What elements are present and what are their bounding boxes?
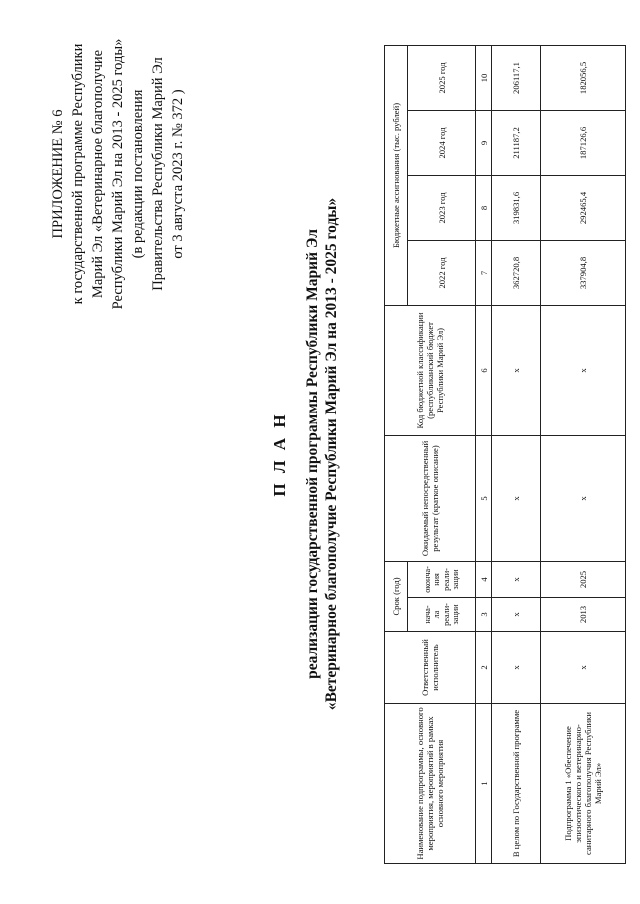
appendix-line: от 3 августа 2023 г. № 372 ) bbox=[170, 89, 186, 259]
row-start: 2013 bbox=[541, 598, 626, 632]
header-year-2023: 2023 год bbox=[408, 175, 476, 240]
row-2024: 187126,6 bbox=[541, 110, 626, 175]
row-result: х bbox=[541, 435, 626, 561]
plan-heading: П Л А Н bbox=[270, 411, 289, 497]
header-code: Код бюджетной классификации (республиканский бюджет Республики Марий Эл) bbox=[385, 305, 476, 435]
column-number: 9 bbox=[476, 110, 492, 175]
column-number: 7 bbox=[476, 240, 492, 305]
table-row bbox=[492, 45, 541, 863]
appendix-line: Марий Эл «Ветеринарное благополучие bbox=[90, 49, 106, 299]
column-number: 8 bbox=[476, 175, 492, 240]
appendix-line: Республики Марий Эл на 2013 - 2025 годы» bbox=[110, 38, 126, 310]
column-number: 5 bbox=[476, 435, 492, 561]
row-executor: х bbox=[541, 632, 626, 704]
column-number: 10 bbox=[476, 45, 492, 110]
row-2024: 211187,2 bbox=[492, 110, 541, 175]
title-line-2: «Ветеринарное благополучие Республики Марий Эл на 2013 - 2025 годы» bbox=[323, 197, 340, 711]
header-year-2024: 2024 год bbox=[408, 110, 476, 175]
document-title bbox=[270, 64, 341, 844]
plan-table bbox=[384, 45, 626, 864]
header-row-1 bbox=[385, 45, 408, 863]
row-end: х bbox=[492, 561, 541, 597]
header-year-2025: 2025 год bbox=[408, 45, 476, 110]
header-term: Срок (год) bbox=[385, 561, 408, 631]
column-number: 2 bbox=[476, 632, 492, 704]
row-2022: 337904,8 bbox=[541, 240, 626, 305]
header-term-start: нача- ла реали- зации bbox=[408, 598, 476, 632]
row-name: В целом по Государственной программе bbox=[492, 704, 541, 864]
header-year-2022: 2022 год bbox=[408, 240, 476, 305]
row-end: 2025 bbox=[541, 561, 626, 597]
header-name: Наименование подпрограммы, основного мероприятия, мероприятий в рамках основного мероприятия bbox=[385, 704, 476, 864]
column-number: 3 bbox=[476, 598, 492, 632]
row-2025: 182056,5 bbox=[541, 45, 626, 110]
column-number: 4 bbox=[476, 561, 492, 597]
appendix-line: к государственной программе Республики bbox=[70, 43, 86, 305]
row-result: х bbox=[492, 435, 541, 561]
column-number-row bbox=[476, 45, 492, 863]
row-executor: х bbox=[492, 632, 541, 704]
appendix-line: ПРИЛОЖЕНИЕ № 6 bbox=[50, 109, 66, 239]
column-number: 6 bbox=[476, 305, 492, 435]
column-number: 1 bbox=[476, 704, 492, 864]
title-line-1: реализации государственной программы Республики Марий Эл bbox=[304, 229, 321, 679]
row-code: х bbox=[492, 305, 541, 435]
row-2023: 319831,6 bbox=[492, 175, 541, 240]
row-2025: 206117,1 bbox=[492, 45, 541, 110]
header-result: Ожидаемый непосредственный результат (краткое описание) bbox=[385, 435, 476, 561]
row-2023: 292465,4 bbox=[541, 175, 626, 240]
row-code: х bbox=[541, 305, 626, 435]
header-executor: Ответственный исполнитель bbox=[385, 632, 476, 704]
header-term-end: оконча- ния реали- зации bbox=[408, 561, 476, 597]
header-budget: Бюджетные ассигнования (тыс. рублей) bbox=[385, 45, 408, 305]
table-row bbox=[541, 45, 626, 863]
row-name: Подпрограмма 1 «Обеспечение эпизоотического и ветеринарно-санитарного благополучия Республики Марий Эл» bbox=[541, 704, 626, 864]
row-2022: 362720,8 bbox=[492, 240, 541, 305]
appendix-header bbox=[48, 24, 188, 324]
appendix-line: (в редакции постановления bbox=[130, 89, 146, 259]
row-start: х bbox=[492, 598, 541, 632]
appendix-line: Правительства Республики Марий Эл bbox=[150, 57, 166, 291]
